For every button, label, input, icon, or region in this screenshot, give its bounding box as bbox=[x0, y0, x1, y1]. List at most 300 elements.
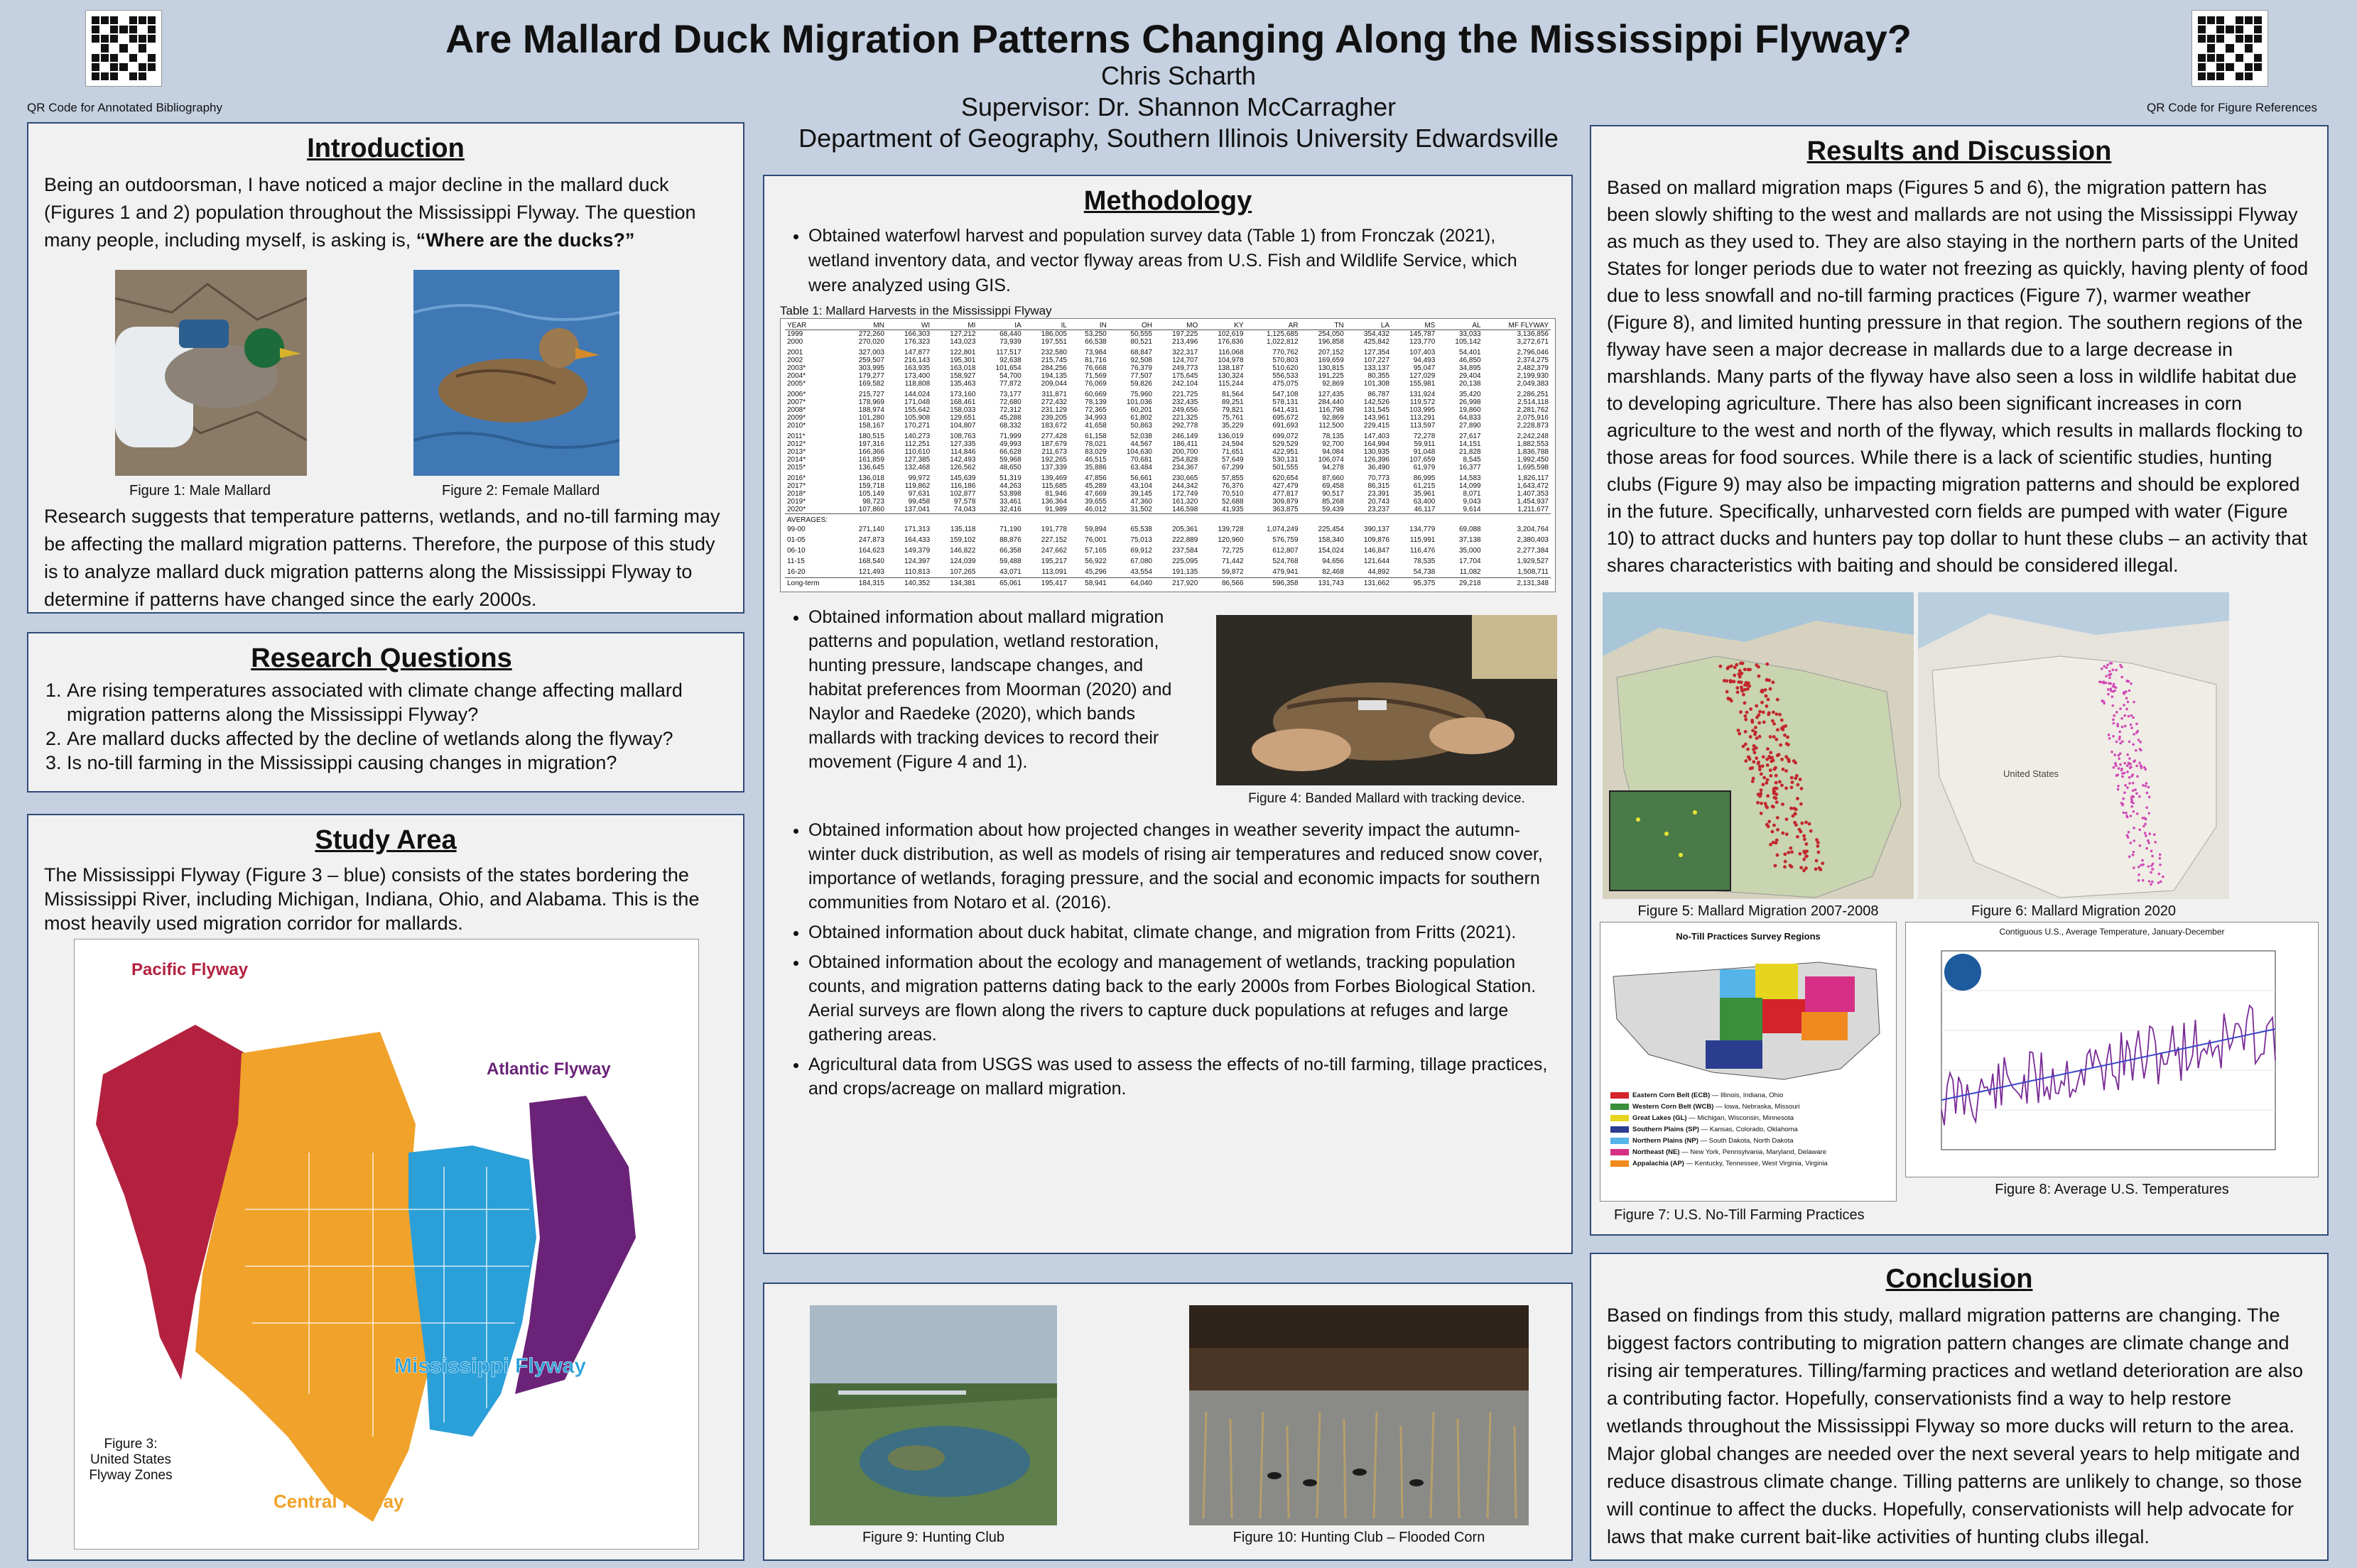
table-cell: 87,660 bbox=[1322, 474, 1344, 482]
migration-point bbox=[1757, 665, 1760, 669]
migration-point bbox=[1755, 756, 1758, 760]
legend-swatch bbox=[1610, 1126, 1629, 1133]
table-cell: 81,716 bbox=[1085, 356, 1107, 364]
migration-point bbox=[2159, 864, 2162, 866]
migration-point bbox=[1760, 772, 1763, 775]
migration-point bbox=[1739, 710, 1743, 714]
table-cell: 186,005 bbox=[1041, 330, 1067, 338]
migration-point bbox=[1770, 756, 1774, 760]
table-cell: 2007* bbox=[787, 398, 806, 406]
table-cell: 126,562 bbox=[950, 464, 976, 472]
table-cell: 35,000 bbox=[1458, 547, 1481, 555]
table-cell: 270,020 bbox=[858, 338, 884, 346]
table-cell: 2002 bbox=[787, 356, 803, 364]
table-cell: 27,890 bbox=[1458, 422, 1481, 430]
table-cell: 166,303 bbox=[904, 330, 931, 338]
table-cell: 71,569 bbox=[1085, 372, 1107, 380]
table-cell: 2,374,275 bbox=[1517, 356, 1549, 364]
table-cell: 138,187 bbox=[1218, 364, 1244, 372]
table-cell: 66,628 bbox=[999, 448, 1022, 456]
legend-states: — Illinois, Indiana, Ohio bbox=[1710, 1091, 1784, 1099]
table-cell: 24,594 bbox=[1221, 440, 1244, 448]
table-cell: 72,365 bbox=[1085, 406, 1107, 414]
table-cell: 191,778 bbox=[1041, 526, 1067, 533]
table-cell: 1,454,937 bbox=[1517, 498, 1549, 506]
table-cell: 122,801 bbox=[950, 349, 976, 356]
migration-point bbox=[1780, 783, 1784, 787]
table-cell: 94,493 bbox=[1413, 356, 1436, 364]
table-average-row bbox=[785, 524, 1551, 535]
legend-swatch bbox=[1610, 1115, 1629, 1121]
table-cell: 1,074,249 bbox=[1267, 526, 1299, 533]
table-cell: 2017* bbox=[787, 482, 806, 490]
fig4-caption: Figure 4: Banded Mallard with tracking device. bbox=[1248, 791, 1525, 806]
table-cell: 126,396 bbox=[1363, 456, 1390, 464]
table-cell: 2016* bbox=[787, 474, 806, 482]
migration-point bbox=[1773, 768, 1777, 771]
migration-point bbox=[2133, 795, 2135, 798]
table-cell: 327,003 bbox=[858, 349, 884, 356]
table-header-cell: MF FLYWAY bbox=[1483, 322, 1551, 330]
migration-point bbox=[2133, 810, 2135, 813]
legend-item bbox=[1610, 1101, 1887, 1113]
table-cell: 8,545 bbox=[1463, 456, 1481, 464]
migration-point bbox=[2110, 687, 2113, 690]
methodology-bullet-4: • Obtained information about duck habitat, climate change, and migration from Fritts (2021). bbox=[808, 920, 1556, 944]
migration-point bbox=[1784, 787, 1788, 790]
research-questions-panel bbox=[27, 632, 744, 793]
table-cell: 95,047 bbox=[1413, 364, 1436, 372]
migration-point bbox=[2132, 802, 2135, 805]
table-cell: 163,935 bbox=[904, 364, 931, 372]
table-cell: 46,850 bbox=[1458, 356, 1481, 364]
migration-point bbox=[2107, 693, 2110, 696]
table-cell: 284,256 bbox=[1041, 364, 1067, 372]
table-cell: 104,630 bbox=[1126, 448, 1152, 456]
table-cell: 89,251 bbox=[1221, 398, 1244, 406]
migration-point bbox=[2133, 759, 2136, 762]
table-cell: 92,869 bbox=[1322, 414, 1344, 422]
migration-point bbox=[1798, 828, 1801, 832]
migration-point bbox=[1766, 747, 1770, 751]
table-cell: 699,072 bbox=[1272, 432, 1299, 440]
migration-point bbox=[1802, 858, 1806, 861]
table-cell: 576,759 bbox=[1272, 536, 1299, 544]
migration-point bbox=[1761, 764, 1765, 768]
table-cell: 354,432 bbox=[1363, 330, 1390, 338]
table-cell: 124,707 bbox=[1172, 356, 1198, 364]
migration-point bbox=[2121, 726, 2124, 729]
table-cell: 94,656 bbox=[1322, 557, 1344, 565]
migration-point bbox=[2115, 669, 2118, 672]
table-cell: 27,617 bbox=[1458, 432, 1481, 440]
table-cell: 363,875 bbox=[1272, 506, 1299, 513]
migration-point bbox=[1750, 766, 1754, 770]
table-cell: 14,583 bbox=[1458, 474, 1481, 482]
table-cell: 95,375 bbox=[1413, 579, 1436, 587]
table-cell: 119,862 bbox=[904, 482, 931, 490]
migration-point bbox=[2123, 812, 2125, 815]
migration-point bbox=[2144, 832, 2147, 834]
migration-point bbox=[2113, 766, 2115, 769]
migration-point bbox=[2136, 812, 2139, 815]
table-cell: 115,991 bbox=[1409, 536, 1436, 544]
table-cell: 112,251 bbox=[904, 440, 931, 448]
table-cell: 101,280 bbox=[858, 414, 884, 422]
table-cell: 118,808 bbox=[904, 380, 931, 388]
table-row bbox=[785, 338, 1551, 347]
table-cell: 99-00 bbox=[787, 526, 806, 533]
table-cell: 45,289 bbox=[1085, 482, 1107, 490]
table-cell: 67,299 bbox=[1221, 464, 1244, 472]
table-cell: 196,858 bbox=[1318, 338, 1344, 346]
table-cell: 146,822 bbox=[950, 547, 976, 555]
migration-point bbox=[1746, 748, 1750, 751]
table-cell: 168,461 bbox=[950, 398, 976, 406]
table-cell: 2012* bbox=[787, 440, 806, 448]
migration-point bbox=[1790, 785, 1794, 789]
table-cell: 69,912 bbox=[1130, 547, 1152, 555]
fig5-caption: Figure 5: Mallard Migration 2007-2008 bbox=[1637, 903, 1879, 919]
table-cell: 200,700 bbox=[1172, 448, 1198, 456]
legend-states: — Iowa, Nebraska, Missouri bbox=[1713, 1103, 1800, 1111]
migration-point bbox=[1751, 780, 1755, 783]
migration-point bbox=[1743, 702, 1747, 705]
migration-point bbox=[1766, 778, 1770, 782]
migration-point bbox=[1808, 822, 1811, 826]
migration-point bbox=[1742, 693, 1745, 697]
migration-point bbox=[2137, 866, 2140, 869]
table-cell: 529,529 bbox=[1272, 440, 1299, 448]
migration-point bbox=[2123, 791, 2126, 794]
table-cell: 247,873 bbox=[858, 536, 884, 544]
table-cell: 231,129 bbox=[1041, 406, 1067, 414]
legend-name: Western Corn Belt (WCB) bbox=[1632, 1103, 1714, 1111]
conclusion-panel bbox=[1590, 1253, 2329, 1561]
migration-point bbox=[1809, 829, 1813, 833]
table-header-cell: YEAR bbox=[785, 322, 841, 330]
migration-point bbox=[1762, 776, 1766, 780]
table-row bbox=[785, 440, 1551, 448]
migration-point bbox=[2140, 767, 2143, 770]
table-row bbox=[785, 431, 1551, 440]
table-header-cell: IA bbox=[977, 322, 1023, 330]
poster-title: Are Mallard Duck Migration Patterns Changing Along the Mississippi Flyway? bbox=[445, 16, 1912, 61]
table-cell: 1,695,598 bbox=[1517, 464, 1549, 472]
migration-point bbox=[1814, 867, 1818, 871]
table-cell: 180,515 bbox=[858, 432, 884, 440]
table-cell: 121,493 bbox=[858, 568, 884, 576]
table-cell: 145,787 bbox=[1409, 330, 1436, 338]
table-cell: 130,935 bbox=[1363, 448, 1390, 456]
migration-point bbox=[2126, 764, 2129, 767]
table-cell: 17,704 bbox=[1458, 557, 1481, 565]
migration-point bbox=[1740, 680, 1743, 684]
table-cell: 81,946 bbox=[1045, 490, 1067, 498]
migration-point bbox=[1757, 721, 1761, 724]
table-cell: 159,718 bbox=[858, 482, 884, 490]
table-cell: 107,659 bbox=[1409, 456, 1436, 464]
migration-point bbox=[1796, 783, 1799, 787]
table-cell: 46,117 bbox=[1414, 506, 1436, 513]
table-cell: 170,271 bbox=[904, 422, 931, 430]
table-header-cell: IL bbox=[1024, 322, 1069, 330]
introduction-title: Introduction bbox=[307, 134, 465, 163]
table-cell: 108,763 bbox=[950, 432, 976, 440]
migration-point bbox=[2151, 855, 2154, 858]
migration-point bbox=[2138, 795, 2141, 798]
table-cell: 116,068 bbox=[1218, 349, 1244, 356]
table-cell: 110,610 bbox=[904, 448, 931, 456]
table-cell: 9,614 bbox=[1463, 506, 1481, 513]
migration-point bbox=[2147, 842, 2150, 844]
migration-point bbox=[2139, 741, 2142, 744]
table-cell: 78,139 bbox=[1085, 398, 1107, 406]
migration-point bbox=[2142, 825, 2145, 828]
table-cell: 23,391 bbox=[1367, 490, 1390, 498]
study-area-panel bbox=[27, 814, 744, 1561]
migration-point bbox=[2148, 795, 2151, 798]
legend-item bbox=[1610, 1090, 1887, 1101]
table-cell: 116,186 bbox=[950, 482, 976, 490]
mallard-migration-2020-map bbox=[1918, 592, 2229, 899]
table-cell: 2,131,348 bbox=[1517, 579, 1549, 587]
table-cell: 123,770 bbox=[1409, 338, 1436, 346]
research-questions-list bbox=[36, 678, 727, 775]
migration-point bbox=[2159, 857, 2162, 860]
migration-point bbox=[2126, 816, 2129, 819]
table-cell: 43,104 bbox=[1130, 482, 1152, 490]
migration-point bbox=[2113, 682, 2115, 685]
table-cell: 71,999 bbox=[999, 432, 1022, 440]
migration-point bbox=[2112, 719, 2115, 722]
intro-figures bbox=[44, 264, 727, 499]
table-cell: 246,149 bbox=[1172, 432, 1198, 440]
author: Chris Scharth bbox=[1100, 61, 1257, 90]
table-cell: 54,700 bbox=[999, 372, 1022, 380]
table-cell: 154,024 bbox=[1318, 547, 1344, 555]
table-cell: 9,043 bbox=[1463, 498, 1481, 506]
table-cell: 116,476 bbox=[1409, 547, 1436, 555]
migration-point bbox=[2125, 812, 2128, 815]
migration-point bbox=[1796, 835, 1799, 839]
migration-point bbox=[1762, 755, 1765, 758]
table-cell: 1,836,788 bbox=[1517, 448, 1549, 456]
methodology-list-2 bbox=[780, 605, 1185, 774]
table-cell: 147,403 bbox=[1363, 432, 1390, 440]
table-cell: 105,908 bbox=[904, 414, 931, 422]
us-label: United States bbox=[2003, 768, 2059, 779]
table-cell: 1,407,353 bbox=[1517, 490, 1549, 498]
migration-point bbox=[2109, 682, 2112, 685]
migration-point bbox=[1743, 668, 1747, 671]
table-cell: 113,597 bbox=[1409, 422, 1436, 430]
table-cell: 109,876 bbox=[1363, 536, 1390, 544]
migration-point bbox=[2112, 690, 2115, 693]
migration-point bbox=[1787, 760, 1791, 763]
legend-states: — Kansas, Colorado, Oklahoma bbox=[1698, 1126, 1798, 1133]
migration-point bbox=[1774, 797, 1778, 800]
table-row bbox=[785, 422, 1551, 431]
migration-point bbox=[1733, 680, 1736, 683]
table-cell: 1,643,472 bbox=[1517, 482, 1549, 490]
table-cell: 50,863 bbox=[1130, 422, 1152, 430]
migration-point bbox=[2137, 730, 2140, 733]
table-cell: 45,288 bbox=[999, 414, 1022, 422]
migration-point bbox=[1753, 751, 1757, 754]
table-cell: 47,360 bbox=[1130, 498, 1152, 506]
legend-states: — Kentucky, Tennessee, West Virginia, Virginia bbox=[1684, 1160, 1828, 1167]
table-row bbox=[785, 372, 1551, 380]
table-cell: 2000 bbox=[787, 338, 803, 346]
migration-point bbox=[1740, 690, 1744, 693]
table-cell: 59,911 bbox=[1414, 440, 1436, 448]
table-cell: 254,828 bbox=[1172, 456, 1198, 464]
table-cell: 103,995 bbox=[1409, 406, 1436, 414]
table-cell: 2009* bbox=[787, 414, 806, 422]
migration-point bbox=[1765, 758, 1769, 761]
migration-point bbox=[1780, 719, 1784, 722]
migration-point bbox=[2106, 666, 2108, 669]
table-cell: 59,439 bbox=[1322, 506, 1344, 513]
table-cell: 3,204,764 bbox=[1517, 526, 1549, 533]
migration-point bbox=[2128, 690, 2131, 692]
table-cell: 33,033 bbox=[1458, 330, 1481, 338]
table-cell: 97,578 bbox=[953, 498, 976, 506]
table-cell: 695,672 bbox=[1272, 414, 1299, 422]
table-cell: 69,088 bbox=[1458, 526, 1481, 533]
migration-point bbox=[2105, 682, 2108, 685]
table-cell: 425,842 bbox=[1363, 338, 1390, 346]
migration-point bbox=[1762, 711, 1765, 714]
migration-point bbox=[1769, 768, 1772, 772]
table-cell: 197,316 bbox=[858, 440, 884, 448]
pacific-flyway-label: Pacific Flyway bbox=[131, 960, 249, 979]
table-cell: 2006* bbox=[787, 391, 806, 398]
table-cell: 73,984 bbox=[1085, 349, 1107, 356]
table-cell: 107,403 bbox=[1409, 349, 1436, 356]
table-cell: 61,979 bbox=[1413, 464, 1436, 472]
table-cell: 135,118 bbox=[950, 526, 976, 533]
table-cell: 173,160 bbox=[950, 391, 976, 398]
migration-point bbox=[1775, 787, 1779, 790]
migration-point bbox=[2138, 762, 2141, 765]
table-cell: 83,029 bbox=[1085, 448, 1107, 456]
table-average-row bbox=[785, 578, 1551, 589]
table-cell: 112,500 bbox=[1318, 422, 1344, 430]
table-cell: 271,140 bbox=[858, 526, 884, 533]
migration-point bbox=[2150, 850, 2153, 853]
introduction-paragraph-2: Research suggests that temperature patterns, wetlands, and no-till farming may be affecting the mallard migration patterns. Therefore, the purpose of this study is to analyze mallard duck migration patterns along the Mississippi Flyway to determine if patterns have changed since the early 2000s. bbox=[44, 506, 720, 610]
migration-point bbox=[1766, 763, 1770, 767]
migration-point bbox=[1767, 820, 1771, 824]
table-row bbox=[785, 464, 1551, 473]
migration-point bbox=[2113, 685, 2116, 688]
migration-point bbox=[1796, 797, 1799, 800]
migration-point bbox=[2132, 717, 2135, 719]
table-cell: 81,564 bbox=[1221, 391, 1244, 398]
fig6-caption: Figure 6: Mallard Migration 2020 bbox=[1971, 903, 2176, 919]
migration-point bbox=[1738, 669, 1742, 673]
avg-temp-chart-title: Contiguous U.S., Average Temperature, January-December bbox=[1999, 927, 2225, 937]
table-cell: 53,250 bbox=[1085, 330, 1107, 338]
table-cell: 41,935 bbox=[1221, 506, 1244, 513]
migration-point bbox=[2134, 788, 2137, 791]
table-cell: 65,538 bbox=[1130, 526, 1152, 533]
table-cell: 175,645 bbox=[1172, 372, 1198, 380]
migration-point bbox=[2116, 773, 2119, 776]
table-cell: 232,580 bbox=[1041, 349, 1067, 356]
fig10-caption: Figure 10: Hunting Club – Flooded Corn bbox=[1232, 1530, 1485, 1545]
migration-point bbox=[1760, 812, 1763, 815]
fig3-caption: Figure 3: United States Flyway Zones bbox=[89, 1437, 173, 1483]
table-cell: 213,496 bbox=[1172, 338, 1198, 346]
migration-point bbox=[2145, 834, 2147, 837]
table-cell: 1,508,711 bbox=[1517, 568, 1549, 576]
migration-point bbox=[2122, 797, 2125, 800]
migration-point bbox=[2133, 701, 2135, 704]
migration-point bbox=[2128, 741, 2131, 744]
table-cell: 143,023 bbox=[950, 338, 976, 346]
migration-point bbox=[2132, 744, 2135, 746]
migration-point bbox=[1752, 777, 1755, 780]
table-cell: 63,400 bbox=[1413, 498, 1436, 506]
table-cell: 76,379 bbox=[1130, 364, 1152, 372]
migration-point bbox=[1749, 707, 1752, 711]
migration-point bbox=[2142, 879, 2145, 882]
mallard-migration-2007-map bbox=[1603, 592, 1914, 899]
table-cell: 225,454 bbox=[1318, 526, 1344, 533]
migration-point bbox=[1786, 736, 1789, 739]
migration-point bbox=[2111, 695, 2113, 698]
methodology-list-3 bbox=[780, 818, 1556, 1101]
migration-point bbox=[1816, 851, 1820, 854]
migration-point bbox=[1749, 735, 1752, 739]
migration-point bbox=[2130, 682, 2133, 685]
migration-point bbox=[2105, 675, 2108, 677]
table-cell: 232,435 bbox=[1172, 398, 1198, 406]
table-cell: 155,981 bbox=[1409, 380, 1436, 388]
table-cell: 107,227 bbox=[1363, 356, 1390, 364]
intro-question: “Where are the ducks?” bbox=[416, 229, 635, 251]
table-row bbox=[785, 473, 1551, 482]
table-cell: 171,048 bbox=[904, 398, 931, 406]
table-cell: 131,545 bbox=[1363, 406, 1390, 414]
results-title: Results and Discussion bbox=[1806, 136, 2112, 166]
migration-point bbox=[1784, 724, 1787, 728]
table-cell: 620,654 bbox=[1272, 474, 1299, 482]
table-cell: 187,679 bbox=[1041, 440, 1067, 448]
table-cell: 556,533 bbox=[1272, 372, 1299, 380]
table-average-row bbox=[785, 545, 1551, 556]
migration-point bbox=[1725, 679, 1728, 682]
table-cell: 114,846 bbox=[950, 448, 976, 456]
no-till-map bbox=[1606, 948, 1890, 1083]
table-cell: 35,961 bbox=[1413, 490, 1436, 498]
table-cell: 149,379 bbox=[904, 547, 931, 555]
table-cell: 107,265 bbox=[950, 568, 976, 576]
migration-point bbox=[1799, 866, 1803, 869]
intro-text: Being an outdoorsman, I have noticed a major decline in the mallard duck (Figures 1 and 2) population throughout the Mississippi Flyway. The question many people, including myself, is asking is, bbox=[44, 174, 696, 251]
table-cell: 52,038 bbox=[1130, 432, 1152, 440]
department: Department of Geography, Southern Illinois University Edwardsville bbox=[798, 124, 1559, 153]
table-cell: 142,526 bbox=[1363, 398, 1390, 406]
migration-point bbox=[2150, 871, 2152, 874]
table-cell: 98,723 bbox=[862, 498, 884, 506]
table-cell: 44,263 bbox=[999, 482, 1022, 490]
table-cell: 2,075,916 bbox=[1517, 414, 1549, 422]
migration-point bbox=[1781, 802, 1784, 806]
